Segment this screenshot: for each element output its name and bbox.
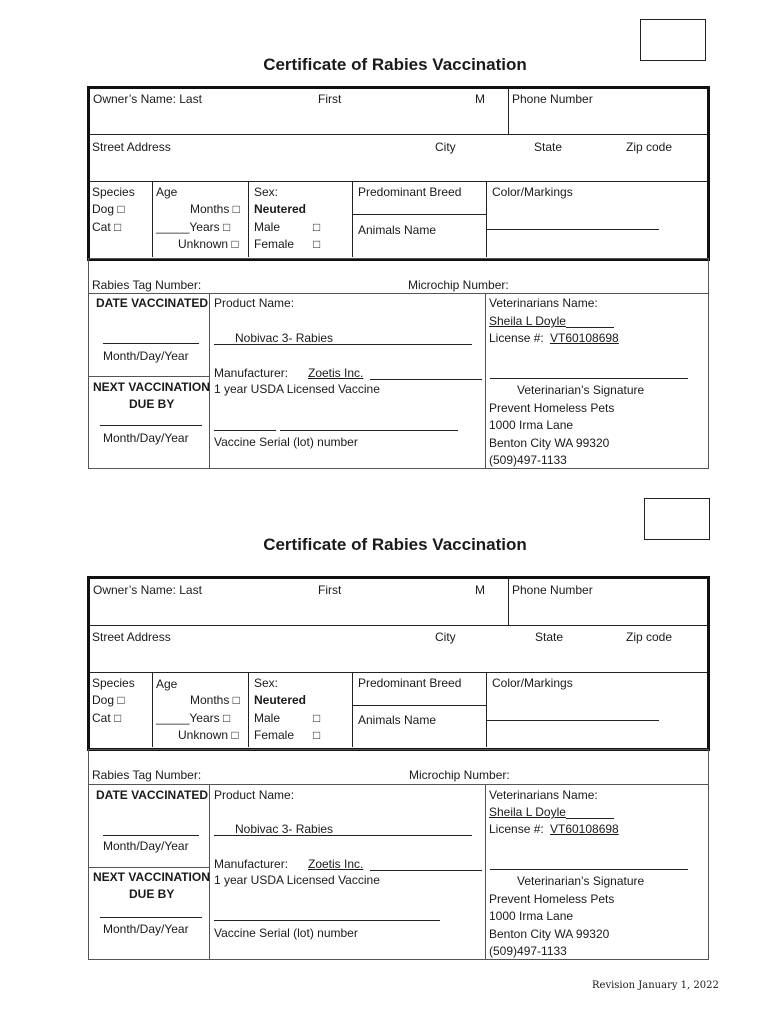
- serial-label: Vaccine Serial (lot) number: [214, 926, 358, 940]
- date-vaccinated-line[interactable]: [103, 343, 199, 344]
- divider: [248, 181, 249, 257]
- middle-initial-label: M: [475, 583, 485, 597]
- divider: [152, 672, 153, 747]
- date-vaccinated-label: DATE VACCINATED: [96, 296, 208, 310]
- clinic-name: Prevent Homeless Pets: [489, 892, 615, 906]
- next-vaccination-line[interactable]: [100, 425, 202, 426]
- color-markings-label: Color/Markings: [492, 676, 573, 690]
- divider: [486, 672, 487, 747]
- manufacturer-value: Zoetis Inc.: [308, 857, 364, 871]
- male-checkbox[interactable]: □: [313, 711, 321, 725]
- sex-label: Sex:: [254, 676, 279, 690]
- microchip-label: Microchip Number:: [409, 768, 510, 782]
- owner-name-label: Owner’s Name: Last: [93, 583, 202, 597]
- usda-label: 1 year USDA Licensed Vaccine: [214, 873, 380, 887]
- divider: [90, 625, 707, 626]
- date-format-label: Month/Day/Year: [103, 839, 189, 853]
- manufacturer-label: Manufacturer:: [214, 366, 289, 380]
- date-format-label: Month/Day/Year: [103, 349, 189, 363]
- manufacturer-label: Manufacturer:: [214, 857, 289, 871]
- animal-name-label: Animals Name: [358, 713, 437, 727]
- divider: [352, 214, 486, 215]
- due-by-label: DUE BY: [129, 397, 175, 411]
- vet-signature-line[interactable]: [490, 869, 688, 870]
- divider: [508, 579, 509, 625]
- manufacturer-line: [370, 379, 482, 380]
- clinic-phone: (509)497-1133: [489, 453, 567, 467]
- female-label: Female: [254, 728, 295, 742]
- next-vaccination-line[interactable]: [100, 917, 202, 918]
- clinic-street: 1000 Irma Lane: [489, 909, 574, 923]
- clinic-name: Prevent Homeless Pets: [489, 401, 615, 415]
- street-label: Street Address: [92, 140, 171, 154]
- owner-name-label: Owner’s Name: Last: [93, 92, 202, 106]
- street-label: Street Address: [92, 630, 171, 644]
- product-label: Product Name:: [214, 296, 295, 310]
- manufacturer-value: Zoetis Inc.: [308, 366, 364, 380]
- clinic-city: Benton City WA 99320: [489, 927, 610, 941]
- divider: [90, 672, 707, 673]
- divider: [88, 376, 209, 377]
- neutered-label: Neutered: [254, 202, 307, 216]
- male-checkbox[interactable]: □: [313, 220, 321, 234]
- male-label: Male: [254, 220, 281, 234]
- microchip-label: Microchip Number:: [408, 278, 509, 292]
- male-label: Male: [254, 711, 281, 725]
- city-label: City: [435, 630, 456, 644]
- divider: [486, 181, 487, 257]
- vet-signature-label: Veterinarian’s Signature: [517, 874, 645, 888]
- first-name-label: First: [318, 92, 342, 106]
- revision-note: Revision January 1, 2022: [592, 980, 719, 991]
- city-label: City: [435, 140, 456, 154]
- divider: [508, 89, 509, 134]
- vet-signature-line[interactable]: [490, 378, 688, 379]
- product-label: Product Name:: [214, 788, 295, 802]
- female-checkbox[interactable]: □: [313, 237, 321, 251]
- state-label: State: [535, 630, 564, 644]
- product-value: Nobivac 3- Rabies: [235, 331, 334, 345]
- breed-label: Predominant Breed: [358, 185, 462, 199]
- date-vaccinated-line[interactable]: [103, 835, 199, 836]
- middle-initial-label: M: [475, 92, 485, 106]
- due-by-label: DUE BY: [129, 887, 175, 901]
- sex-label: Sex:: [254, 185, 279, 199]
- next-vaccination-label: NEXT VACCINATION: [93, 870, 210, 884]
- zip-label: Zip code: [626, 630, 673, 644]
- years-checkbox[interactable]: _____Years □: [156, 220, 231, 234]
- species-label: Species: [92, 185, 135, 199]
- usda-label: 1 year USDA Licensed Vaccine: [214, 382, 380, 396]
- tag-box[interactable]: [644, 498, 710, 540]
- vet-name-value: Sheila L Doyle: [489, 314, 566, 328]
- serial-line[interactable]: [280, 430, 458, 431]
- vet-name-label: Veterinarians Name:: [489, 788, 598, 802]
- divider: [90, 181, 707, 182]
- unknown-checkbox[interactable]: Unknown □: [178, 728, 239, 742]
- serial-line[interactable]: [214, 430, 276, 431]
- female-checkbox[interactable]: □: [313, 728, 321, 742]
- certificate-title: Certificate of Rabies Vaccination: [263, 55, 527, 74]
- divider: [88, 784, 708, 785]
- license-label: License #:: [489, 822, 544, 836]
- clinic-phone: (509)497-1133: [489, 944, 567, 958]
- clinic-street: 1000 Irma Lane: [489, 418, 574, 432]
- license-value: VT60108698: [550, 331, 619, 345]
- divider: [90, 134, 707, 135]
- color-markings-line: [487, 720, 659, 721]
- certificate-title: Certificate of Rabies Vaccination: [263, 535, 527, 554]
- phone-label: Phone Number: [512, 583, 593, 597]
- color-markings-line: [487, 229, 659, 230]
- divider: [485, 293, 486, 468]
- color-markings-label: Color/Markings: [492, 185, 573, 199]
- vet-name-line: [566, 327, 614, 328]
- certificate-2: [0, 480, 770, 958]
- dog-checkbox[interactable]: Dog □: [92, 693, 125, 707]
- divider: [352, 705, 486, 706]
- years-checkbox[interactable]: _____Years □: [156, 711, 231, 725]
- product-value: Nobivac 3- Rabies: [235, 822, 334, 836]
- rabies-tag-label: Rabies Tag Number:: [92, 768, 202, 782]
- rabies-tag-label: Rabies Tag Number:: [92, 278, 202, 292]
- divider: [88, 867, 209, 868]
- divider: [152, 181, 153, 257]
- divider: [352, 181, 353, 257]
- certificate-1: [0, 0, 770, 470]
- vet-name-value: Sheila L Doyle: [489, 805, 566, 819]
- species-label: Species: [92, 676, 135, 690]
- unknown-checkbox[interactable]: Unknown □: [178, 237, 239, 251]
- serial-line[interactable]: [214, 920, 440, 921]
- date-format-label: Month/Day/Year: [103, 431, 189, 445]
- divider: [88, 293, 708, 294]
- age-label: Age: [156, 185, 178, 199]
- divider: [352, 672, 353, 747]
- months-checkbox[interactable]: Months □: [190, 693, 240, 707]
- breed-label: Predominant Breed: [358, 676, 462, 690]
- license-label: License #:: [489, 331, 544, 345]
- state-label: State: [534, 140, 563, 154]
- first-name-label: First: [318, 583, 342, 597]
- cat-checkbox[interactable]: Cat □: [92, 220, 122, 234]
- cat-checkbox[interactable]: Cat □: [92, 711, 122, 725]
- age-label: Age: [156, 677, 178, 691]
- vet-name-line: [566, 818, 614, 819]
- zip-label: Zip code: [626, 140, 673, 154]
- animal-name-label: Animals Name: [358, 223, 437, 237]
- dog-checkbox[interactable]: Dog □: [92, 202, 125, 216]
- license-value: VT60108698: [550, 822, 619, 836]
- months-checkbox[interactable]: Months □: [190, 202, 240, 216]
- date-vaccinated-label: DATE VACCINATED: [96, 788, 208, 802]
- serial-label: Vaccine Serial (lot) number: [214, 435, 358, 449]
- vet-signature-label: Veterinarian’s Signature: [517, 383, 645, 397]
- divider: [248, 672, 249, 747]
- clinic-city: Benton City WA 99320: [489, 436, 610, 450]
- vet-name-label: Veterinarians Name:: [489, 296, 598, 310]
- phone-label: Phone Number: [512, 92, 593, 106]
- manufacturer-line: [370, 870, 482, 871]
- date-format-label: Month/Day/Year: [103, 922, 189, 936]
- next-vaccination-label: NEXT VACCINATION: [93, 380, 210, 394]
- female-label: Female: [254, 237, 295, 251]
- neutered-label: Neutered: [254, 693, 307, 707]
- divider: [485, 784, 486, 959]
